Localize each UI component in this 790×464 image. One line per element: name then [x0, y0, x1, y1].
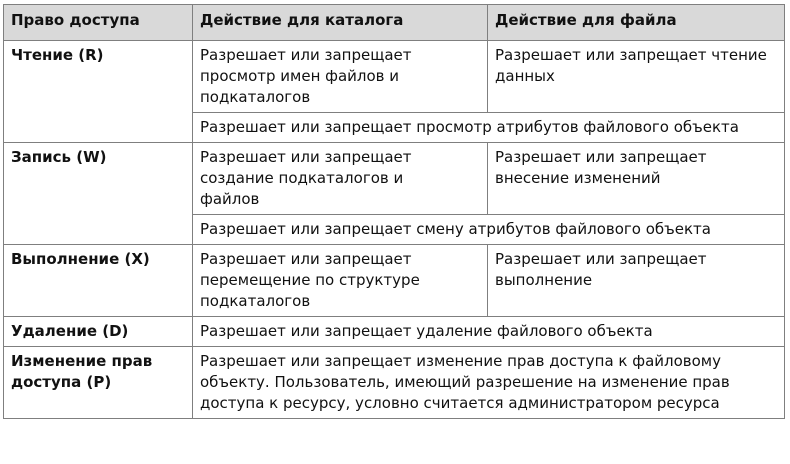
right-label-execute: Выполнение (X) — [4, 245, 193, 317]
header-access-right: Право доступа — [4, 5, 193, 41]
table-row-read — [4, 41, 785, 113]
change-perms-shared-cell: Разрешает или запрещает изменение прав доступа к файловому объекту. Пользователь, имеющий разрешение на изменение прав доступа к ресурсу, условно считается администратором ресурса — [193, 347, 785, 419]
read-directory-cell: Разрешает или запрещает просмотр имен файлов и подкаталогов — [193, 41, 488, 113]
table-body — [4, 41, 785, 419]
right-label-delete: Удаление (D) — [4, 317, 193, 347]
write-shared-cell: Разрешает или запрещает смену атрибутов файлового объекта — [193, 215, 785, 245]
table-row-execute — [4, 245, 785, 317]
header-directory-action: Действие для каталога — [193, 5, 488, 41]
table-row-write — [4, 143, 785, 215]
table-row-change-perms — [4, 347, 785, 419]
right-label-read: Чтение (R) — [4, 41, 193, 143]
table-row-delete — [4, 317, 785, 347]
table-header — [4, 5, 785, 41]
permissions-table — [3, 4, 785, 419]
right-label-change-perms: Изменение прав доступа (P) — [4, 347, 193, 419]
header-file-action: Действие для файла — [488, 5, 785, 41]
read-file-cell: Разрешает или запрещает чтение данных — [488, 41, 785, 113]
write-file-cell: Разрешает или запрещает внесение изменений — [488, 143, 785, 215]
execute-directory-cell: Разрешает или запрещает перемещение по структуре подкаталогов — [193, 245, 488, 317]
read-shared-cell: Разрешает или запрещает просмотр атрибутов файлового объекта — [193, 113, 785, 143]
write-directory-cell: Разрешает или запрещает создание подкаталогов и файлов — [193, 143, 488, 215]
right-label-write: Запись (W) — [4, 143, 193, 245]
execute-file-cell: Разрешает или запрещает выполнение — [488, 245, 785, 317]
delete-shared-cell: Разрешает или запрещает удаление файлового объекта — [193, 317, 785, 347]
header-row — [4, 5, 785, 41]
